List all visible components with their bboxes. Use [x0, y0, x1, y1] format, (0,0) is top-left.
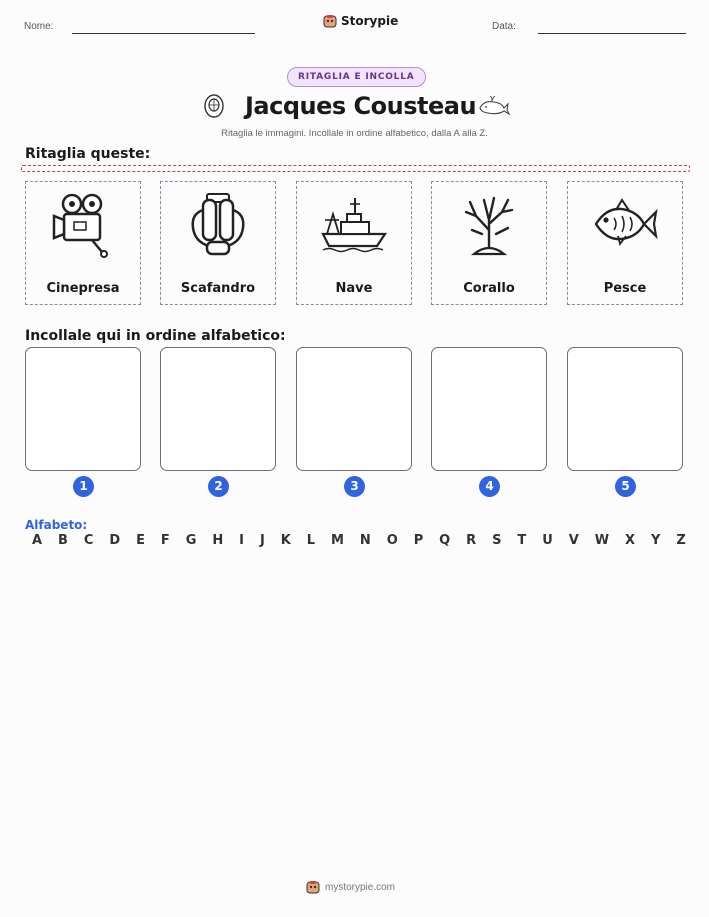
card-label: Cinepresa — [46, 281, 120, 296]
alphabet-letter: X — [625, 533, 636, 548]
cut-card-corallo[interactable] — [431, 181, 547, 305]
film-camera-icon — [48, 190, 118, 260]
card-label: Corallo — [463, 281, 515, 296]
paste-slot-5[interactable] — [567, 347, 683, 471]
paste-slot-1[interactable] — [25, 347, 141, 471]
cut-heading: Ritaglia queste: — [25, 146, 151, 162]
slot-number-badge: 5 — [615, 476, 636, 497]
alphabet-letter: A — [32, 533, 43, 548]
page-title: Jacques Cousteau — [245, 92, 477, 120]
alphabet-letter: R — [466, 533, 477, 548]
alphabet-label: Alfabeto: — [25, 518, 88, 532]
date-line[interactable] — [538, 33, 686, 34]
alphabet-letter: F — [160, 533, 170, 548]
alphabet-letter: N — [359, 533, 371, 548]
footer-url[interactable]: mystorypie.com — [325, 881, 396, 893]
activity-badge: RITAGLIA E INCOLLA — [287, 67, 426, 87]
diving-gear-icon — [183, 190, 253, 260]
name-line[interactable] — [72, 33, 255, 34]
alphabet-letter: Q — [439, 533, 451, 548]
alphabet-letter: I — [239, 533, 245, 548]
brand-logo — [323, 14, 398, 28]
card-label: Pesce — [603, 281, 647, 296]
alphabet-letter: T — [517, 533, 527, 548]
alphabet-letter: M — [330, 533, 344, 548]
alphabet-letter: Y — [650, 533, 661, 548]
cut-card-pesce[interactable] — [567, 181, 683, 305]
alphabet-letter: L — [306, 533, 316, 548]
alphabet-letter: J — [259, 533, 265, 548]
instructions: Ritaglia le immagini. Incollale in ordine alfabetico, dalla A alla Z. — [221, 128, 488, 139]
fish-icon — [590, 190, 660, 260]
alphabet-letter: V — [568, 533, 579, 548]
ship-icon — [319, 190, 389, 260]
alphabet-letter: O — [386, 533, 398, 548]
storypie-mascot-icon — [306, 880, 320, 894]
paste-slot-3[interactable] — [296, 347, 412, 471]
slot-number-badge: 4 — [479, 476, 500, 497]
cut-line — [21, 165, 690, 172]
slot-number-badge: 3 — [344, 476, 365, 497]
alphabet-letter: K — [280, 533, 291, 548]
alphabet-letter: H — [212, 533, 224, 548]
alphabet-letter: G — [185, 533, 197, 548]
whale-icon — [478, 96, 510, 120]
alphabet-row — [32, 533, 686, 548]
alphabet-letter: D — [109, 533, 121, 548]
cut-card-nave[interactable] — [296, 181, 412, 305]
alphabet-letter: Z — [676, 533, 686, 548]
alphabet-letter: C — [83, 533, 94, 548]
alphabet-letter: W — [594, 533, 610, 548]
paste-slot-4[interactable] — [431, 347, 547, 471]
date-label: Data: — [492, 21, 516, 32]
coral-icon — [454, 190, 524, 260]
slot-number-badge: 2 — [208, 476, 229, 497]
alphabet-letter: B — [58, 533, 68, 548]
card-label: Nave — [335, 281, 373, 296]
slot-number-badge: 1 — [73, 476, 94, 497]
diving-helmet-icon — [202, 93, 226, 123]
cut-card-cinepresa[interactable] — [25, 181, 141, 305]
paste-heading: Incollale qui in ordine alfabetico: — [25, 328, 286, 344]
storypie-mascot-icon — [323, 14, 337, 28]
paste-slot-2[interactable] — [160, 347, 276, 471]
alphabet-letter: E — [136, 533, 145, 548]
brand-name: Storypie — [341, 14, 399, 28]
alphabet-letter: S — [492, 533, 502, 548]
card-label: Scafandro — [180, 281, 256, 296]
alphabet-letter: U — [542, 533, 553, 548]
cut-card-scafandro[interactable] — [160, 181, 276, 305]
alphabet-letter: P — [413, 533, 424, 548]
footer — [306, 880, 395, 894]
name-label: Nome: — [24, 21, 54, 32]
